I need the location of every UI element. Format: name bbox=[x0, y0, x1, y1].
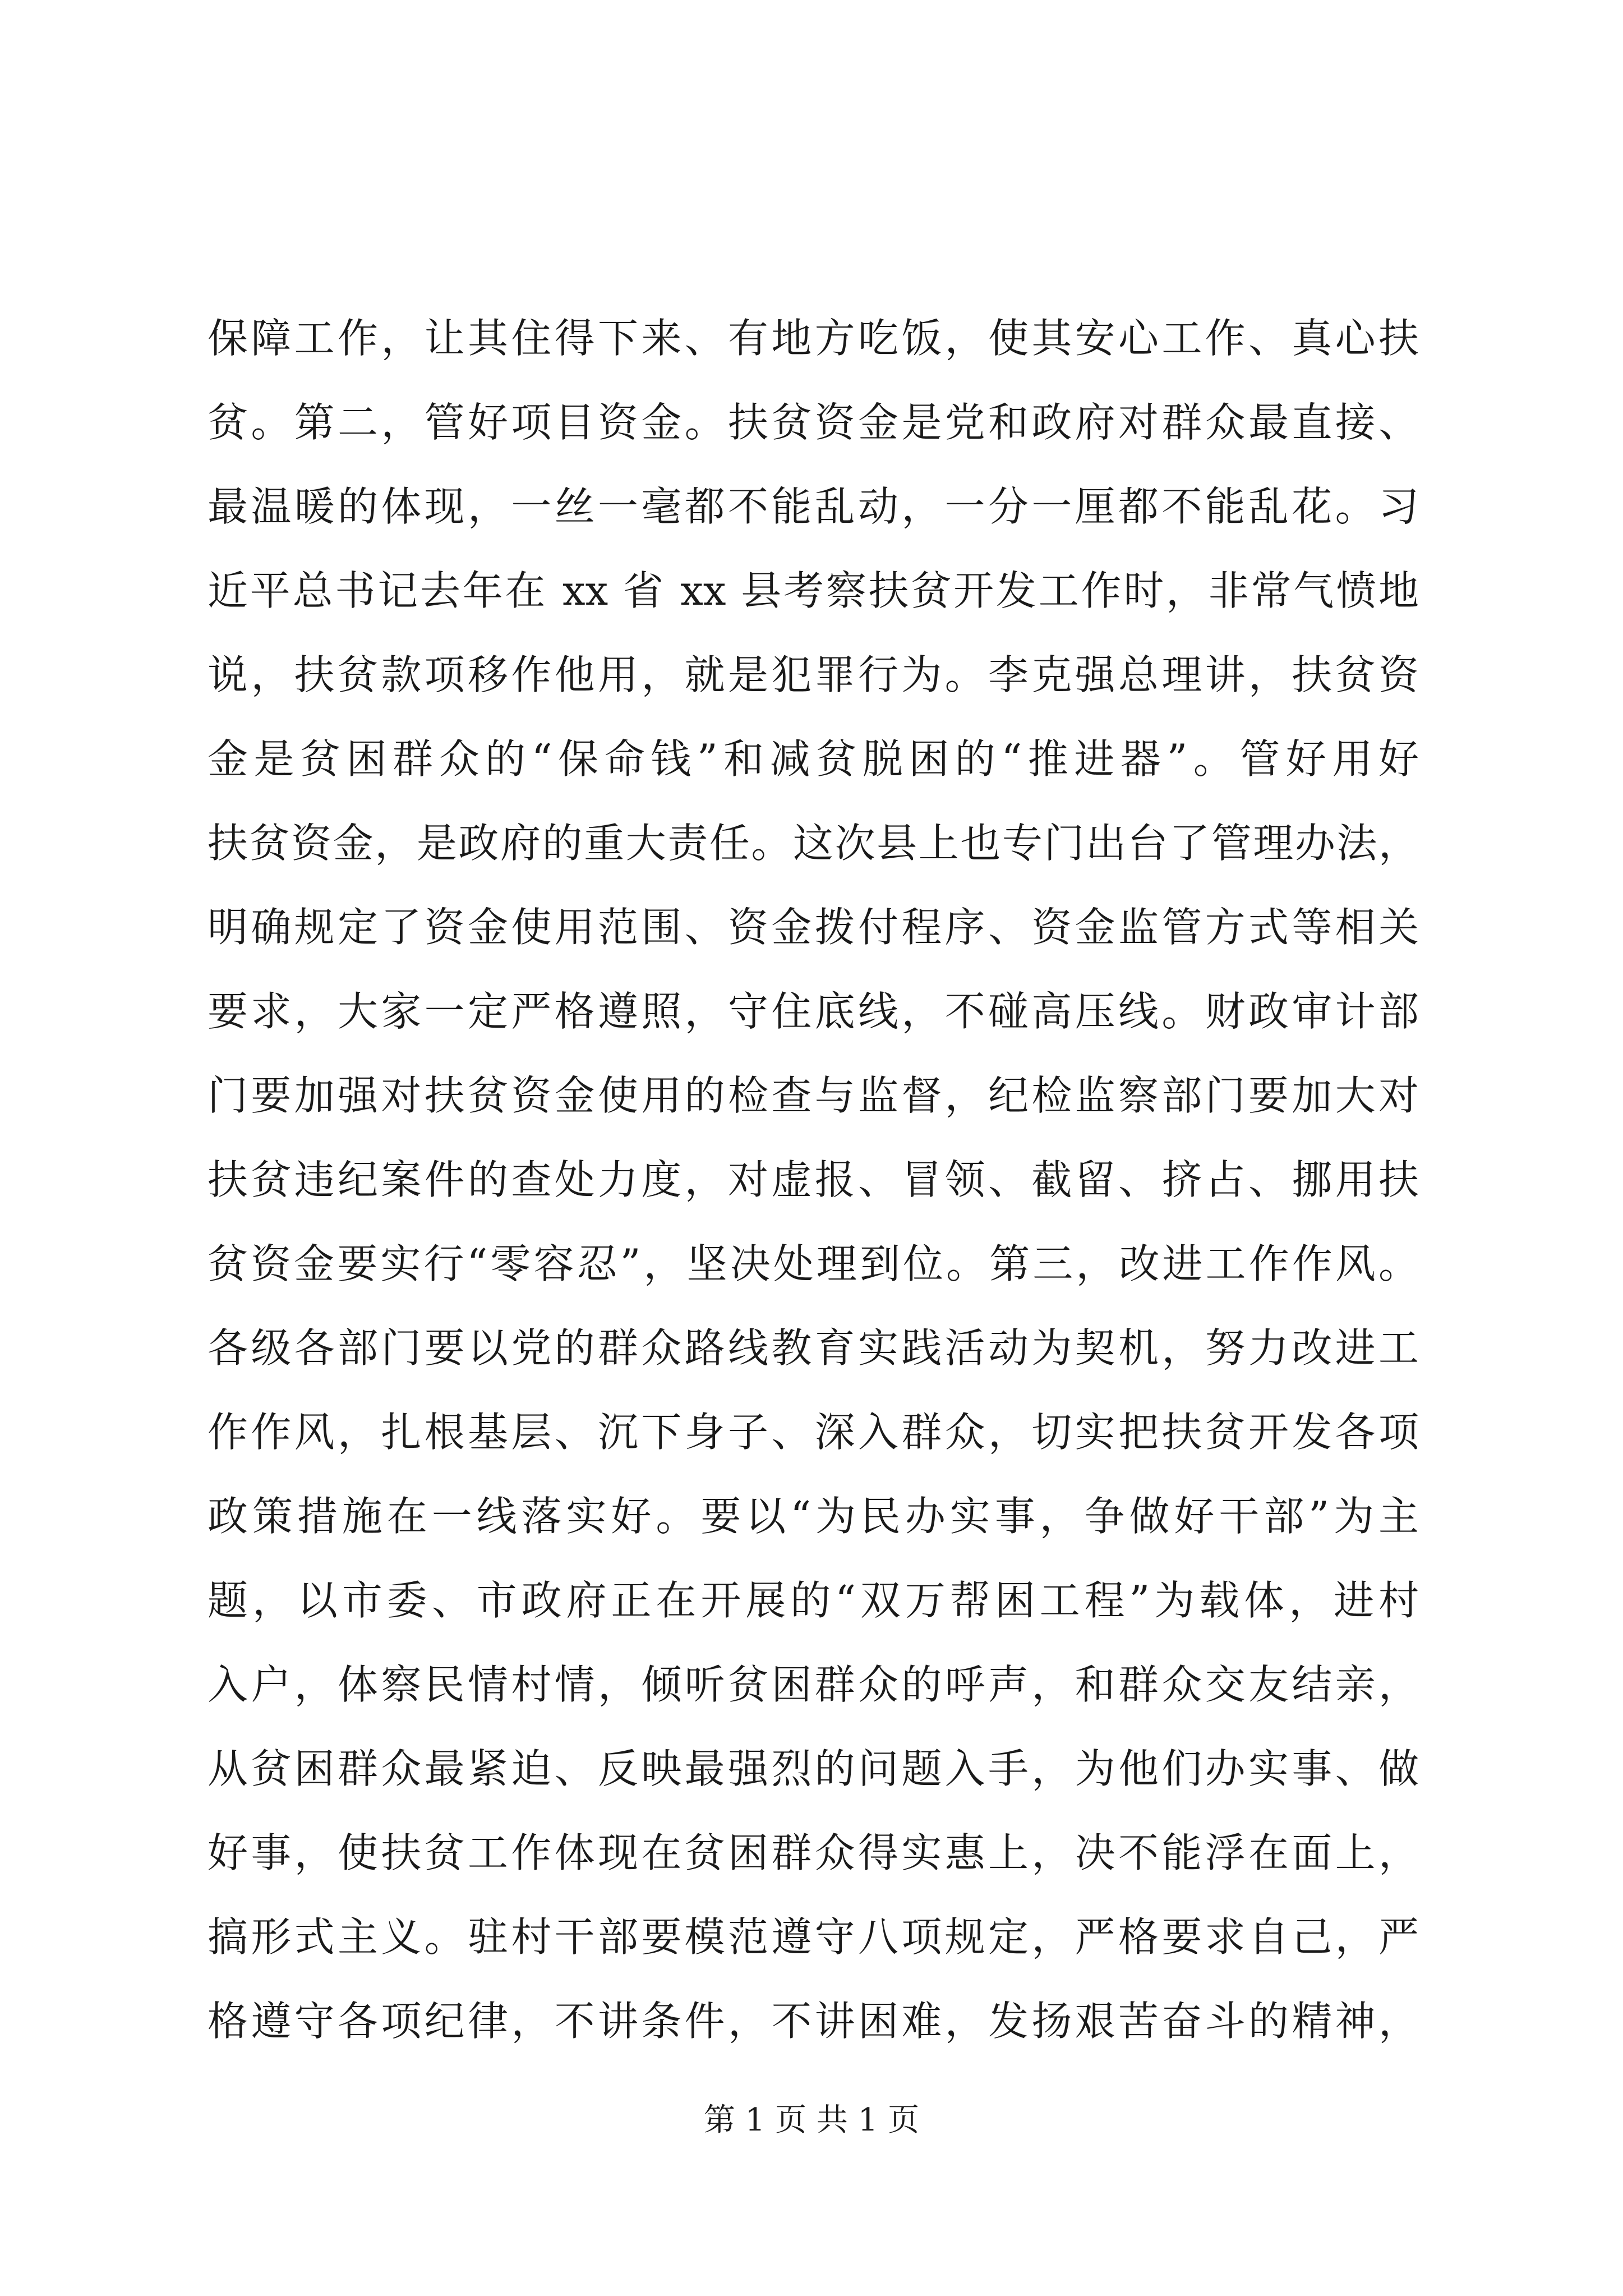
text-line-17: 入户，体察民情村情，倾听贫困群众的呼声，和群众交友结亲， bbox=[208, 1661, 1419, 1708]
text-line-11: 扶贫违纪案件的查处力度，对虚报、冒领、截留、挤占、挪用扶 bbox=[208, 1156, 1419, 1203]
text-line-15: 政策措施在一线落实好。要以“为民办实事，争做好干部”为主 bbox=[208, 1493, 1419, 1540]
text-line-19: 好事，使扶贫工作体现在贫困群众得实惠上，决不能浮在面上， bbox=[208, 1829, 1419, 1876]
text-line-5: 说，扶贫款项移作他用，就是犯罪行为。李克强总理讲，扶贫资 bbox=[208, 651, 1419, 698]
body-text bbox=[208, 296, 1419, 2063]
text-line-2: 贫。第二，管好项目资金。扶贫资金是党和政府对群众最直接、 bbox=[208, 399, 1419, 446]
text-line-10: 门要加强对扶贫资金使用的检查与监督，纪检监察部门要加大对 bbox=[208, 1072, 1419, 1119]
text-line-8: 明确规定了资金使用范围、资金拨付程序、资金监管方式等相关 bbox=[208, 904, 1419, 951]
text-line-14: 作作风，扎根基层、沉下身子、深入群众，切实把扶贫开发各项 bbox=[208, 1409, 1419, 1456]
text-line-12: 贫资金要实行“零容忍”，坚决处理到位。第三，改进工作作风。 bbox=[208, 1240, 1419, 1287]
text-line-21: 格遵守各项纪律，不讲条件，不讲困难，发扬艰苦奋斗的精神， bbox=[208, 1998, 1419, 2045]
page-footer: 第 1 页 共 1 页 bbox=[703, 2102, 920, 2138]
text-line-7: 扶贫资金，是政府的重大责任。这次县上也专门出台了管理办法， bbox=[208, 820, 1419, 867]
text-line-1: 保障工作，让其住得下来、有地方吃饭，使其安心工作、真心扶 bbox=[208, 315, 1419, 362]
text-line-16: 题，以市委、市政府正在开展的“双万帮困工程”为载体，进村 bbox=[208, 1577, 1419, 1624]
text-line-6: 金是贫困群众的“保命钱”和减贫脱困的“推进器”。管好用好 bbox=[208, 735, 1419, 783]
text-line-9: 要求，大家一定严格遵照，守住底线，不碰高压线。财政审计部 bbox=[208, 988, 1419, 1035]
text-line-13: 各级各部门要以党的群众路线教育实践活动为契机，努力改进工 bbox=[208, 1324, 1419, 1372]
text-line-3: 最温暖的体现，一丝一毫都不能乱动，一分一厘都不能乱花。习 bbox=[208, 483, 1419, 530]
text-line-18: 从贫困群众最紧迫、反映最强烈的问题入手，为他们办实事、做 bbox=[208, 1745, 1419, 1792]
text-line-4: 近平总书记去年在 xx 省 xx 县考察扶贫开发工作时，非常气愤地 bbox=[208, 567, 1419, 614]
text-line-20: 搞形式主义。驻村干部要模范遵守八项规定，严格要求自己，严 bbox=[208, 1913, 1419, 1961]
